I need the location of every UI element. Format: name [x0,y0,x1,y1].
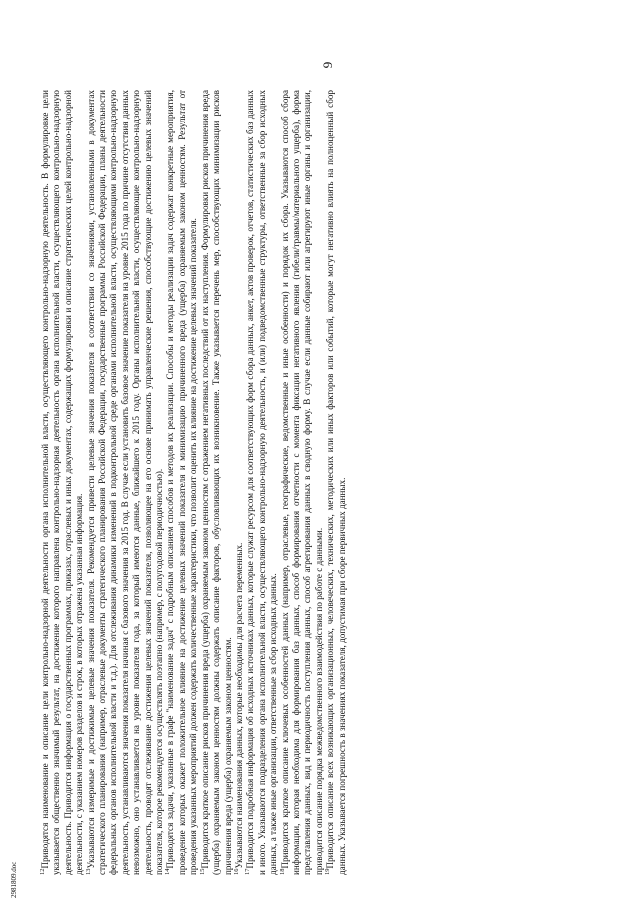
page-number: 9 [319,61,335,69]
footnote: $^{14}$Приводятся задачи, указанные в графе "наименование задач" с подробным описанием способов и методов их реализации. Способы и методы реализации задач содержат конкретные мероприятия, проведение которых окажет положительное влияние на достижение целевых значений показателя и минимизацию причиненного вреда (ущерба) охраняемым законом ценностям. Результат от проведения указанных мероприятий должен содержать количественные характеристики, что позволит оценить их влияние на достижение целевых значений показателя. [164,90,199,875]
doc-id: 2981809.doc [10,861,18,898]
footnote: $^{19}$Приводится описание всех возникающих организационных, человеческих, технических, методических или иных факторов или событий, которые могут негативно влиять на полноценный сбор данных. Указывается погрешность в значениях показателя, допустимая при сборе первичных данных. [324,90,347,875]
footnote: $^{18}$Приводится краткое описание ключевых особенностей данных (например, отраслевые, географические, ведомственные и иные особенности) и порядок их сбора. Указываются способ сбора информации, которая необходима для формирования баз данных, способ формирования отчетности с момента фиксации негативного явления (гибели/травмы/материального ущерба), форма представления данных, вид и периодичность поступления данных, способ агрегирования данных в сводную форму. В случае если данные собирают или агрегируют иные органы и организации, приводится описание порядка межведомственного взаимодействия по работе с данными. [278,90,324,875]
footnote: $^{15}$Приводится краткое описание рисков причинения вреда (ущерба) охраняемым законом ценностям с отражением негативных последствий от их наступления. Формулировки рисков причинения вреда (ущерба) охраняемым законом ценностям должны содержать описание факторов, обусловливающих их возникновение. Также указывается перечень мер, способствующих минимизации рисков причинения вреда (ущерба) охраняемым законом ценностям. [198,90,233,875]
rotated-page [40,55,615,875]
doc-id-area [8,820,38,900]
footnote: $^{13}$Указываются измеримые и достижимые целевые значения показателя. Рекомендуется привести целевые значения показателя в соответствии со значениями, установленными в документах стратегического планирования (например, отраслевые документы стратегического планирования Российской Федерации, государственные программы Российской Федерации, планы деятельности федеральных органов исполнительной власти и т.д.). Для отслеживания динамики изменений в подконтрольной среде органами исполнительной власти, осуществляющими контрольно-надзорную деятельность, устанавливаются значения показателя начиная с базового значения за 2015 год. В случае если установить базовое значение показателя на уровне 2015 года по причине отсутствия данных невозможно, оно устанавливается на уровне показателя года, за который имеются данные, ближайшего к 2015 году. Органы исполнительной власти, осуществляющие контрольно-надзорную деятельность, проводят отслеживание достижения целевых значений показателя, позволяющее на его основе принимать управленческие решения, способствующие достижению целевых значений показателя, которое рекомендуется осуществлять поэтапно (например, с полугодовой периодичностью). [84,90,165,875]
footnote: $^{12}$Приводятся наименование и описание цели контрольно-надзорной деятельности органа исполнительной власти, осуществляющего контрольно-надзорную деятельность. В формулировке цели указывается общественно значимый результат, на достижение которого направлена контрольно-надзорная деятельность органа исполнительной власти, осуществляющего контрольно-надзорную деятельность. Приводится информация о государственных программах, приказах, отраслевых и иных документах, содержащих формулировки и описание стратегических целей контрольно-надзорной деятельности, с указанием номеров разделов и строк, в которых отражена указанная информация. [38,90,85,875]
footnote: $^{17}$Приводится подробная информация об исходных источниках данных, которые служат ресурсом для соответствующих форм сбора данных, анкет, актов проверок, отчетов, статистических баз данных и иного. Указываются подразделения органа исполнительной власти, осуществляющего контрольно-надзорную деятельность, и (или) подведомственные структуры, ответственные за сбор исходных данных, а также иные организации, ответственные за сбор исходных данных. [244,90,279,875]
footnote: $^{16}$Указываются наименования данных, которые необходимы для расчета переменных. [232,542,244,875]
footnotes [40,90,615,875]
